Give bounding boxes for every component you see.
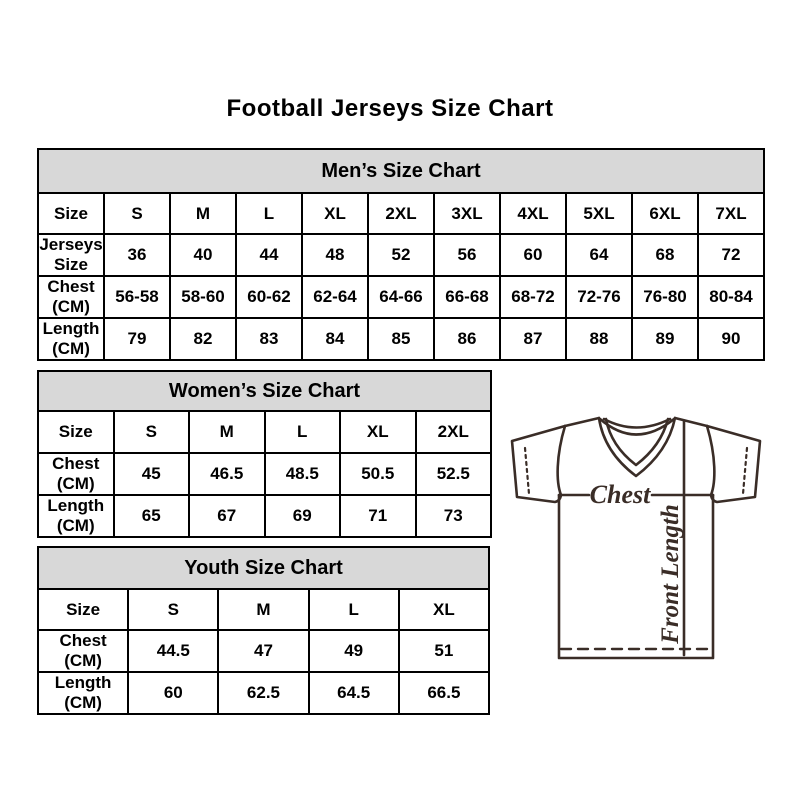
table-row [38,495,491,537]
cell-value: 68 [632,234,698,276]
row-label: Length (CM) [38,495,114,537]
womens-size-table [37,370,492,538]
table-header-row [38,149,764,193]
cell-value: 58-60 [170,276,236,318]
cell-value: 48.5 [265,453,341,495]
cell-value: 49 [309,630,399,672]
cell-value: 44 [236,234,302,276]
cell-value: 86 [434,318,500,360]
cell-value: 64-66 [368,276,434,318]
table-row [38,276,764,318]
table-title: Men’s Size Chart [38,149,764,193]
cell-value: 84 [302,318,368,360]
cell-value: 52.5 [416,453,492,495]
cell-value: 67 [189,495,265,537]
row-label: Length (CM) [38,672,128,714]
cell-value: 4XL [500,193,566,234]
page-title: Football Jerseys Size Chart [226,95,554,122]
cell-value: 46.5 [189,453,265,495]
cell-value: 68-72 [500,276,566,318]
cell-value: XL [340,411,416,453]
cell-value: 66-68 [434,276,500,318]
cell-value: 3XL [434,193,500,234]
cell-value: 47 [218,630,308,672]
table-title: Women’s Size Chart [38,371,491,411]
cell-value: L [309,589,399,630]
cell-value: 45 [114,453,190,495]
chest-label: Chest [589,480,651,509]
cell-value: 66.5 [399,672,489,714]
table-row [38,318,764,360]
cell-value: 7XL [698,193,764,234]
cell-value: 64.5 [309,672,399,714]
cell-value: XL [399,589,489,630]
table-header-row [38,547,489,589]
table-row [38,589,489,630]
cell-value: 2XL [368,193,434,234]
youth-size-table-grid [37,546,490,715]
cell-value: 65 [114,495,190,537]
cell-value: 50.5 [340,453,416,495]
table-row [38,234,764,276]
row-label: Size [38,411,114,453]
jersey-collar [599,418,675,476]
cell-value: 40 [170,234,236,276]
jersey-right-sleeve [707,426,760,502]
row-label: Chest (CM) [38,453,114,495]
cell-value: 73 [416,495,492,537]
row-label: Chest (CM) [38,630,128,672]
table-row [38,453,491,495]
cell-value: 60 [128,672,218,714]
jersey-left-sleeve [512,426,565,502]
row-label: Jerseys Size [39,235,103,274]
cell-value: 44.5 [128,630,218,672]
cell-value: 5XL [566,193,632,234]
row-label: Size [38,589,128,630]
jersey-body-outline [559,418,713,658]
cell-value: S [114,411,190,453]
cell-value: 48 [302,234,368,276]
youth-size-table [37,546,490,715]
cell-value: XL [302,193,368,234]
cell-value: S [104,193,170,234]
cell-value: 76-80 [632,276,698,318]
row-label: Length (CM) [38,318,104,360]
cell-value: 52 [368,234,434,276]
cell-value: 6XL [632,193,698,234]
row-label: Size [38,193,104,234]
cell-value: 51 [399,630,489,672]
cell-value: 62-64 [302,276,368,318]
table-row [38,193,764,234]
cell-value: 56-58 [104,276,170,318]
table-row [38,411,491,453]
cell-value: 85 [368,318,434,360]
cell-value: 60-62 [236,276,302,318]
cell-value: L [265,411,341,453]
cell-value: 88 [566,318,632,360]
womens-size-table-grid [37,370,492,538]
cell-value: 79 [104,318,170,360]
table-header-row [38,371,491,411]
cell-value: L [236,193,302,234]
cell-value: 82 [170,318,236,360]
cell-value: 60 [500,234,566,276]
front-length-label: Front Length [657,504,684,644]
cell-value: 36 [104,234,170,276]
cell-value: S [128,589,218,630]
jersey-measurement-diagram [504,406,778,670]
cell-value: 87 [500,318,566,360]
cell-value: 69 [265,495,341,537]
cell-value: 83 [236,318,302,360]
cell-value: 71 [340,495,416,537]
cell-value: 56 [434,234,500,276]
cell-value: 72-76 [566,276,632,318]
table-row [38,672,489,714]
mens-size-table [37,148,765,361]
table-row [38,630,489,672]
cell-value: 62.5 [218,672,308,714]
cell-value: M [170,193,236,234]
cell-value: 72 [698,234,764,276]
cell-value: 89 [632,318,698,360]
cell-value: 2XL [416,411,492,453]
cell-value: M [218,589,308,630]
cell-value: M [189,411,265,453]
cell-value: 80-84 [698,276,764,318]
table-title: Youth Size Chart [38,547,489,589]
cell-value: 90 [698,318,764,360]
cell-value: 64 [566,234,632,276]
mens-size-table-grid [37,148,765,361]
row-label: Chest (CM) [38,276,104,318]
